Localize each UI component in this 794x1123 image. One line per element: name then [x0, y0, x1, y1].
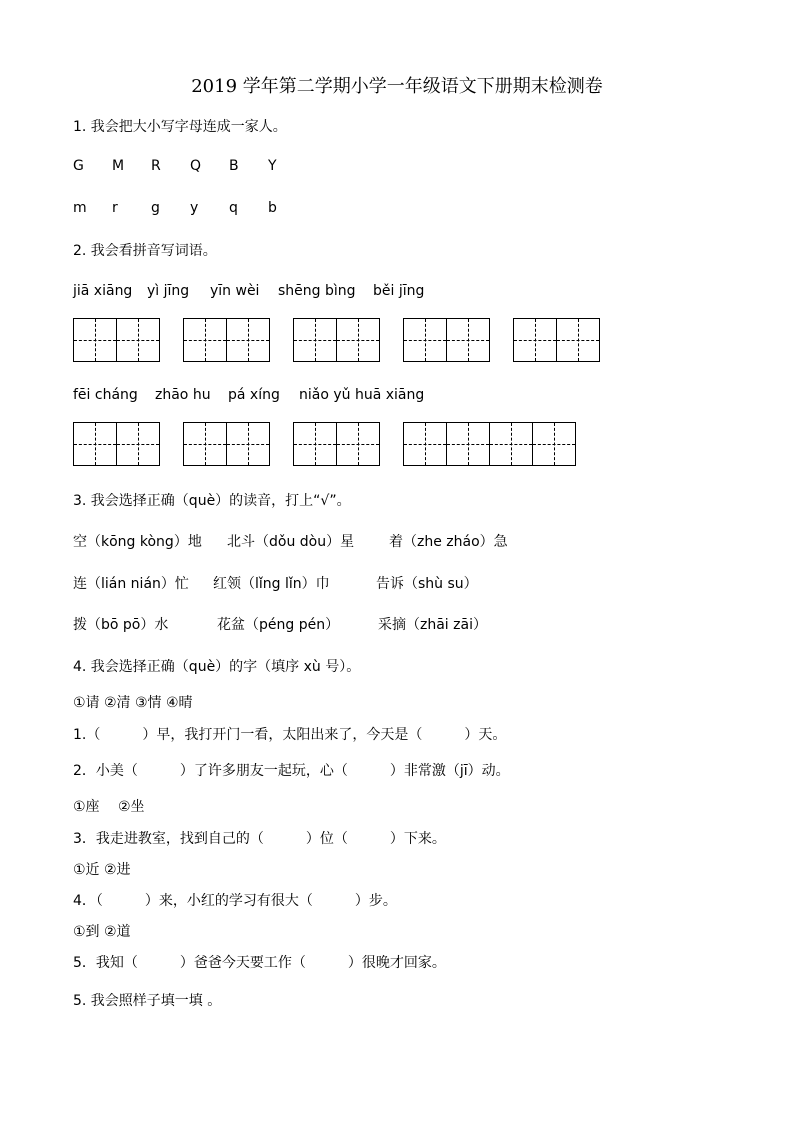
pinyin: zhāo hu: [155, 387, 211, 403]
fill-in-sentence: 2．小美（ ）了许多朋友一起玩，心（ ）非常激（jī）动。: [73, 763, 510, 779]
option-list: ①请 ②清 ③情 ④晴: [73, 695, 193, 711]
pronunciation-item: 着（zhe zháo）急: [389, 534, 508, 550]
question-2-heading: 2. 我会看拼音写词语。: [73, 243, 217, 259]
letter: g: [151, 200, 160, 216]
writing-box[interactable]: [403, 318, 489, 361]
page-title: 2019 学年第二学期小学一年级语文下册期末检测卷: [191, 76, 603, 97]
letter: q: [229, 200, 238, 216]
writing-box[interactable]: [183, 318, 269, 361]
pronunciation-item: 花盆（péng pén）: [217, 617, 340, 633]
pinyin: yì jīng: [147, 283, 190, 299]
writing-box[interactable]: [73, 318, 159, 361]
pinyin: jiā xiāng: [73, 283, 133, 299]
fill-in-sentence: 5．我知（ ）爸爸今天要工作（ ）很晚才回家。: [73, 955, 446, 971]
question-4-heading: 4. 我会选择正确（què）的字（填序 xù 号）。: [73, 659, 361, 675]
option-list: ①近 ②进: [73, 862, 131, 878]
letter: M: [112, 158, 125, 174]
pinyin: pá xíng: [228, 387, 280, 403]
pronunciation-item: 空（kōng kòng）地: [73, 534, 202, 550]
pinyin: fēi cháng: [73, 387, 138, 403]
pronunciation-item: 红领（lǐng lǐn）巾: [213, 576, 330, 592]
letter: b: [268, 200, 277, 216]
writing-box[interactable]: [513, 318, 599, 361]
letter: Y: [268, 158, 277, 174]
question-3-heading: 3. 我会选择正确（què）的读音，打上“√”。: [73, 493, 351, 509]
option-list: ①到 ②道: [73, 924, 131, 940]
writing-box[interactable]: [293, 422, 379, 465]
letter: Q: [190, 158, 202, 174]
pinyin: běi jīng: [373, 283, 425, 299]
writing-box[interactable]: [403, 422, 575, 465]
fill-in-sentence: 3．我走进教室，找到自己的（ ）位（ ）下来。: [73, 831, 446, 847]
uppercase-letters: [73, 158, 307, 174]
letter: y: [190, 200, 199, 216]
letter: m: [73, 200, 87, 216]
pinyin: yīn wèi: [210, 283, 260, 299]
question-1-heading: 1. 我会把大小写字母连成一家人。: [73, 119, 287, 135]
letter: r: [112, 200, 118, 216]
pronunciation-item: 告诉（shù su）: [376, 576, 478, 592]
writing-box[interactable]: [183, 422, 269, 465]
letter: G: [73, 158, 84, 174]
fill-in-sentence: 4．（ ）来，小红的学习有很大（ ）步。: [73, 893, 397, 909]
pinyin: shēng bìng: [278, 283, 356, 299]
letter: R: [151, 158, 161, 174]
fill-in-sentence: 1.（ ）早，我打开门一看，太阳出来了，今天是（ ）天。: [73, 727, 507, 743]
pronunciation-item: 连（lián nián）忙: [73, 576, 189, 592]
pronunciation-item: 采摘（zhāi zāi）: [378, 617, 487, 633]
letter: B: [229, 158, 239, 174]
writing-box[interactable]: [293, 318, 379, 361]
writing-box[interactable]: [73, 422, 159, 465]
lowercase-letters: [73, 200, 307, 216]
pronunciation-item: 拨（bō pō）水: [73, 617, 169, 633]
question-5-heading: 5. 我会照样子填一填 。: [73, 993, 222, 1009]
pronunciation-item: 北斗（dǒu dòu）星: [227, 534, 355, 550]
option-list: ①座 ②坐: [73, 799, 145, 815]
pinyin: niǎo yǔ huā xiāng: [299, 387, 425, 403]
